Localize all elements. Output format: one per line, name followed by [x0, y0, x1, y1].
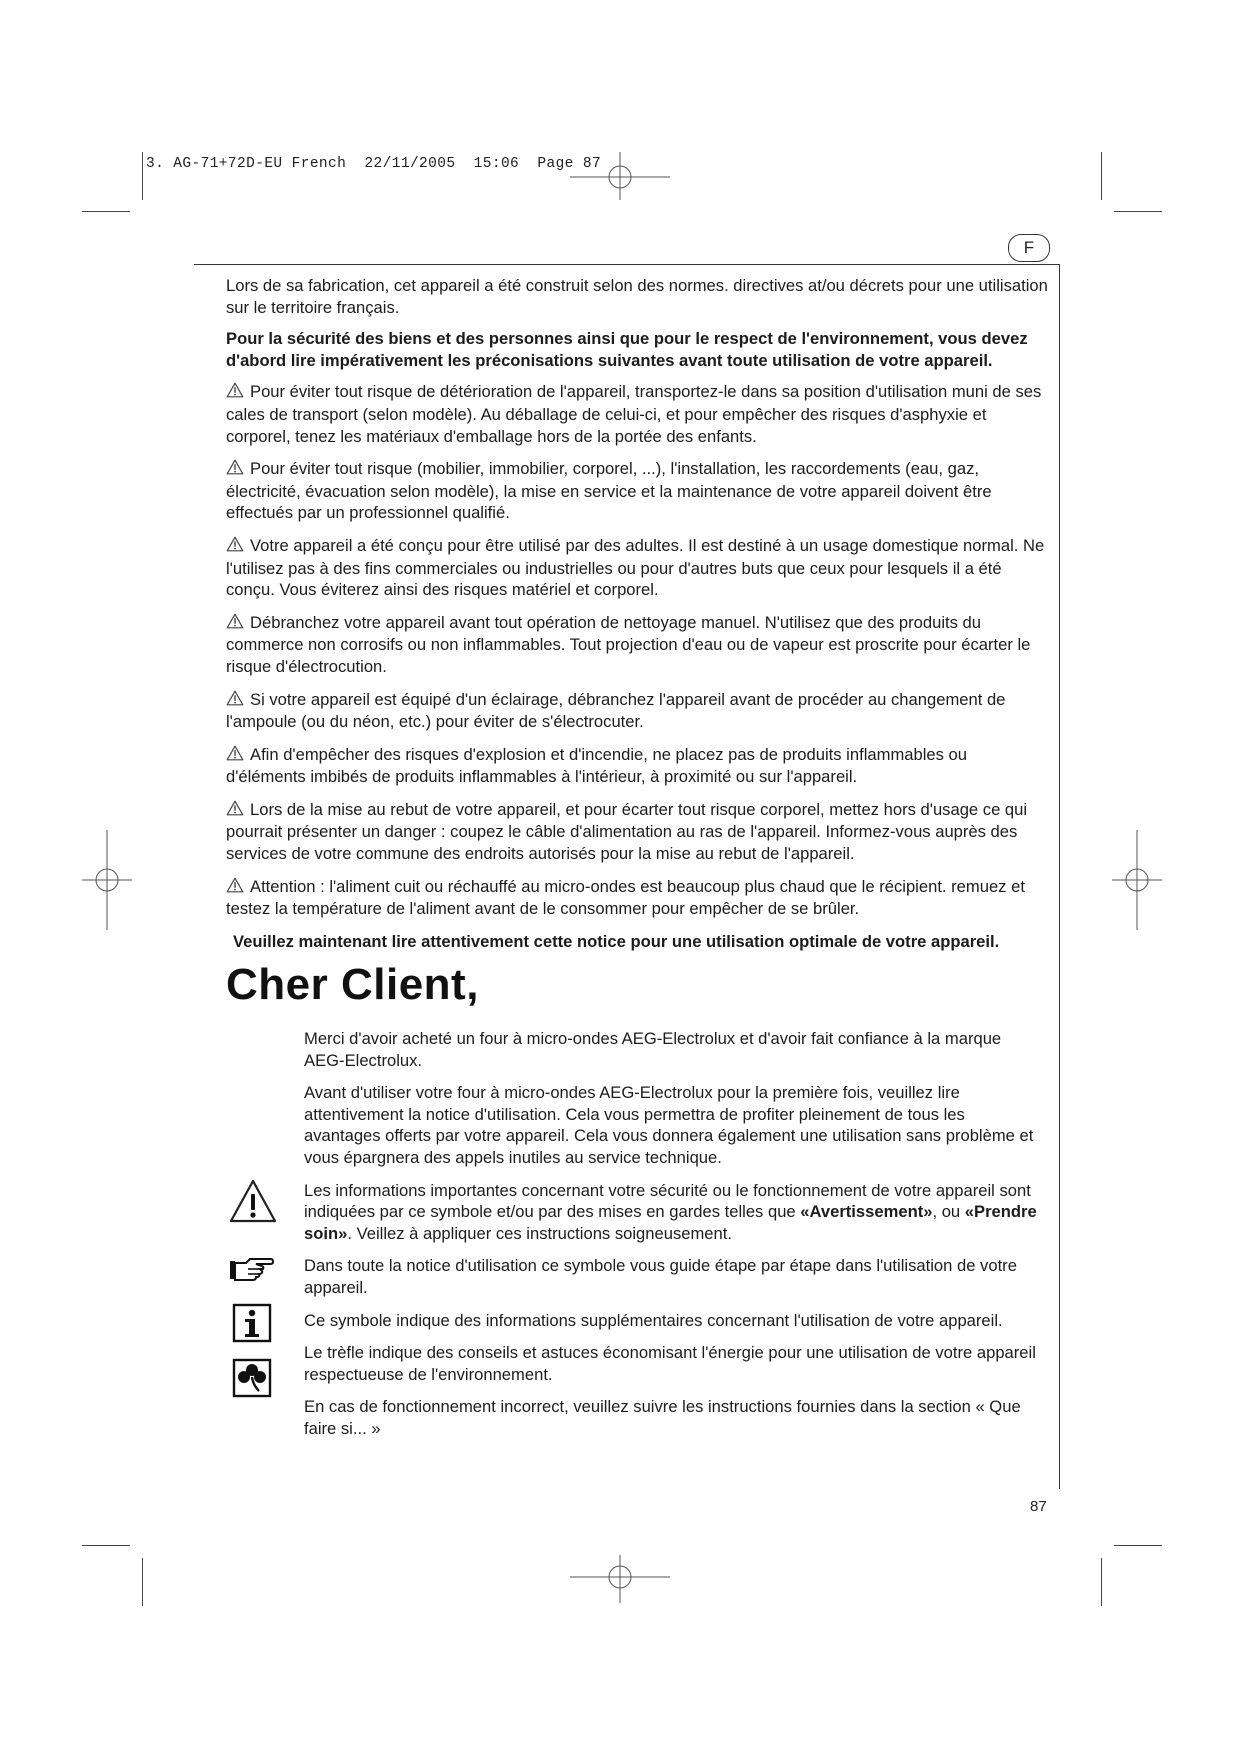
crop-mark [142, 1558, 143, 1606]
info-icon [232, 1303, 272, 1348]
warning-triangle-icon [226, 877, 244, 899]
client-paragraph-info-symbol: Ce symbole indique des informations supplémentaires concernant l'utilisation de votre appareil. [304, 1310, 1003, 1330]
warning-triangle-icon [226, 613, 244, 635]
warning-text: Si votre appareil est équipé d'un éclairage, débranchez l'appareil avant de procéder au changement de l'ampoule (ou du néon, etc.) pour éviter de s'électrocuter. [226, 689, 1006, 732]
warning-item [226, 458, 1050, 524]
warning-text: Lors de la mise au rebut de votre appareil, et pour écarter tout risque corporel, mettez hors d'usage ce qui pourrait présenter un danger : coupez le câble d'alimentation au ras de l'appareil. Informez-vous auprès des services de votre commune des endroits autorisés pour la mise au rebut de l'appareil. [226, 799, 1028, 864]
warning-item [226, 744, 1050, 788]
crop-mark [1101, 1558, 1102, 1606]
frame-right-rule [1059, 264, 1060, 1489]
closing-instruction: Veuillez maintenant lire attentivement cette notice pour une utilisation optimale de votre appareil. [233, 931, 1000, 951]
warning-item [226, 876, 1050, 920]
warning-item [226, 689, 1050, 733]
warning-triangle-icon [226, 745, 244, 767]
pointing-hand-icon [228, 1255, 274, 1288]
clover-icon [232, 1358, 272, 1403]
registration-mark [1112, 830, 1162, 930]
client-paragraph-clover-symbol: Le trèfle indique des conseils et astuces économisant l'énergie pour une utilisation de votre appareil respectueuse de l'environnement. [304, 1343, 1036, 1384]
warning-text: Attention : l'aliment cuit ou réchauffé au micro-ondes est beaucoup plus chaud que le récipient. remuez et testez la température de l'aliment avant de le consommer pour empêcher de se brûler. [226, 876, 1025, 919]
crop-mark [1101, 152, 1102, 200]
language-tab: F [1008, 234, 1050, 262]
crop-mark [82, 211, 130, 212]
page-number: 87 [1030, 1498, 1047, 1515]
intro-paragraph: Lors de sa fabrication, cet appareil a été construit selon des normes. directives at/ou décrets pour une utilisation sur le territoire français. [226, 276, 1048, 317]
client-paragraph-thanks: Merci d'avoir acheté un four à micro-ondes AEG-Electrolux et d'avoir fait confiance à la marque AEG-Electrolux. [304, 1029, 1002, 1070]
client-paragraph-step-symbol: Dans toute la notice d'utilisation ce symbole vous guide étape par étape dans l'utilisation de votre appareil. [304, 1256, 1017, 1297]
client-section [304, 1028, 1044, 1440]
warning-item [226, 535, 1050, 601]
warning-item [226, 799, 1050, 865]
warning-text: Pour éviter tout risque (mobilier, immobilier, corporel, ...), l'installation, les raccordements (eau, gaz, électricité, évacuation selon modèle), la mise en service et la maintenance de votre appareil doivent être effectués par un professionnel qualifié. [226, 459, 992, 523]
warning-triangle-icon [226, 459, 244, 481]
warning-triangle-icon [226, 536, 244, 558]
warning-triangle-icon [226, 382, 244, 404]
safety-section [226, 275, 1050, 952]
client-paragraph-troubleshoot: En cas de fonctionnement incorrect, veuillez suivre les instructions fournies dans la section « Que faire si... » [304, 1397, 1021, 1438]
crop-mark [1114, 1545, 1162, 1546]
registration-mark [82, 830, 132, 930]
warning-list [226, 381, 1050, 919]
warning-text: Afin d'empêcher des risques d'explosion et d'incendie, ne placez pas de produits inflammables ou d'éléments imbibés de produits inflammables à l'intérieur, à proximité ou sur l'appareil. [226, 744, 968, 787]
client-paragraph-warning-symbol: Les informations importantes concernant votre sécurité ou le fonctionnement de votre appareil sont indiquées par ce symbole et/ou par des mises en gardes telles que «Avertissement», ou «Prendre soin». Veillez à appliquer ces instructions soigneusement. [304, 1180, 1037, 1243]
crop-mark [1114, 211, 1162, 212]
warning-triangle-icon [226, 800, 244, 822]
warning-item [226, 381, 1050, 447]
warning-item [226, 612, 1050, 678]
crop-mark [82, 1545, 130, 1546]
client-paragraph-before-use: Avant d'utiliser votre four à micro-ondes AEG-Electrolux pour la première fois, veuillez lire attentivement la notice d'utilisation. Cela vous permettra de profiter pleinement de tous les avantages offerts par votre appareil. Cela vous donnera également une utilisation sans problème et vous épargnera des appels inutiles au service technique. [304, 1083, 1034, 1167]
registration-mark [570, 150, 670, 200]
warning-triangle-icon [226, 690, 244, 712]
frame-top-rule [194, 264, 1060, 265]
warning-text: Débranchez votre appareil avant tout opération de nettoyage manuel. N'utilisez que des produits du commerce non corrosifs ou non inflammables. Tout projection d'eau ou de vapeur est proscrite pour écarter le risque d'électrocution. [226, 612, 1031, 676]
crop-mark [142, 152, 143, 200]
safety-heading: Pour la sécurité des biens et des personnes ainsi que pour le respect de l'environnement, vous devez d'abord lire impérativement les préconisations suivantes avant toute utilisation de votre appareil. [226, 329, 1028, 370]
warning-text: Votre appareil a été conçu pour être utilisé par des adultes. Il est destiné à un usage domestique normal. Ne l'utilisez pas à des fins commerciales ou industrielles ou pour d'autres buts que ceux pour lesquels il a été conçu. Vous éviterez ainsi des risques matériel et corporel. [226, 535, 1045, 600]
warning-text: Pour éviter tout risque de détérioration de l'appareil, transportez-le dans sa position d'utilisation muni de ses cales de transport (selon modèle). Au déballage de celui-ci, et pour empêcher des risques d'asphyxie et corporel, tenez les matériaux d'emballage hors de la portée des enfants. [226, 382, 1042, 446]
page-title: Cher Client, [226, 960, 479, 1009]
warning-triangle-icon [228, 1178, 278, 1229]
print-slug: 3. AG-71+72D-EU French 22/11/2005 15:06 Page 87 [146, 156, 602, 172]
registration-mark [570, 1555, 670, 1605]
